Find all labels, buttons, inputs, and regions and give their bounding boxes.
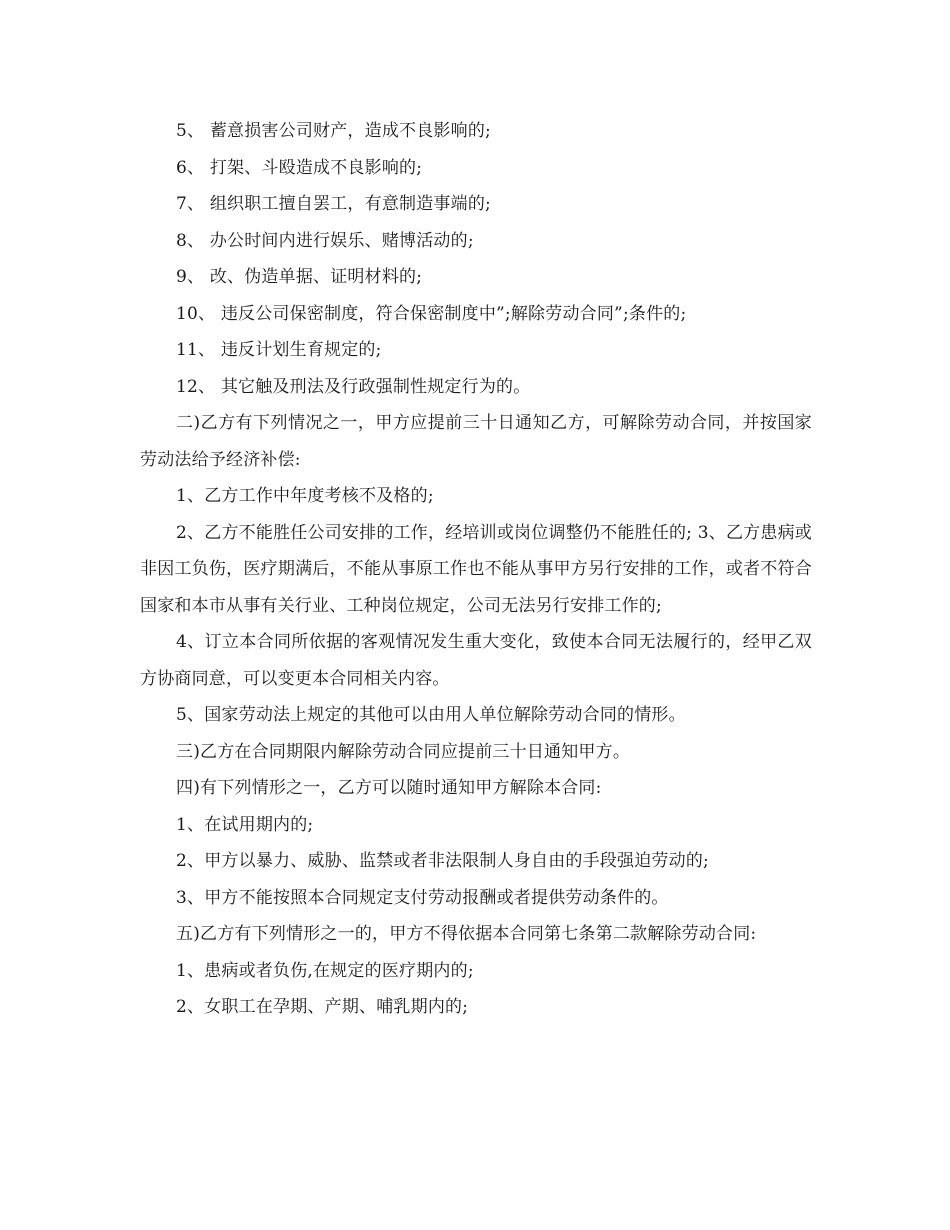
clause-item-12: 12、 其它触及刑法及行政强制性规定行为的。 <box>176 376 531 397</box>
section-two-item-2-3: 2、乙方不能胜任公司安排的工作，经培训或岗位调整仍不能胜任的; 3、乙方患病或非因工负伤，医疗期满后，不能从事原工作也不能从事甲方另行安排的工作，或者不符合国家和本市从事有关行业、工种岗位规定，公司无法另行安排工作的; <box>140 522 812 616</box>
clause-item-6: 6、 打架、斗殴造成不良影响的; <box>176 157 423 178</box>
section-three-heading: 三)乙方在合同期限内解除劳动合同应提前三十日通知甲方。 <box>176 741 631 762</box>
clause-item-7: 7、 组织职工擅自罢工，有意制造事端的; <box>176 194 491 214</box>
section-two-item-5: 5、国家劳动法上规定的其他可以由用人单位解除劳动合同的情形。 <box>176 705 686 725</box>
section-five-item-2: 2、女职工在孕期、产期、哺乳期内的; <box>176 997 469 1017</box>
section-five-heading: 五)乙方有下列情形之一的，甲方不得依据本合同第七条第二款解除劳动合同: <box>176 924 757 944</box>
clause-item-5: 5、 蓄意损害公司财产，造成不良影响的; <box>176 121 491 141</box>
clause-item-11: 11、 违反计划生育规定的; <box>176 340 382 360</box>
section-four-heading: 四)有下列情形之一，乙方可以随时通知甲方解除本合同: <box>176 778 602 798</box>
clause-item-10: 10、 违反公司保密制度，符合保密制度中”;解除劳动合同”;条件的; <box>176 303 687 324</box>
section-two-item-1: 1、乙方工作中年度考核不及格的; <box>176 486 434 506</box>
section-two-item-4: 4、订立本合同所依据的客观情况发生重大变化，致使本合同无法履行的，经甲乙双方协商同意，可以变更本合同相关内容。 <box>140 632 812 689</box>
section-four-item-1: 1、在试用期内的; <box>176 814 314 835</box>
document-body <box>140 113 812 1026</box>
section-five-item-1: 1、患病或者负伤,在规定的医疗期内的; <box>176 960 474 981</box>
section-four-item-2: 2、甲方以暴力、威胁、监禁或者非法限制人身自由的手段强迫劳动的; <box>176 851 709 871</box>
clause-item-9: 9、 改、伪造单据、证明材料的; <box>176 267 423 287</box>
clause-item-8: 8、 办公时间内进行娱乐、赌博活动的; <box>176 230 474 251</box>
section-four-item-3: 3、甲方不能按照本合同规定支付劳动报酬或者提供劳动条件的。 <box>176 887 669 908</box>
section-two-heading: 二)乙方有下列情况之一，甲方应提前三十日通知乙方，可解除劳动合同，并按国家劳动法给予经济补偿: <box>140 413 812 470</box>
